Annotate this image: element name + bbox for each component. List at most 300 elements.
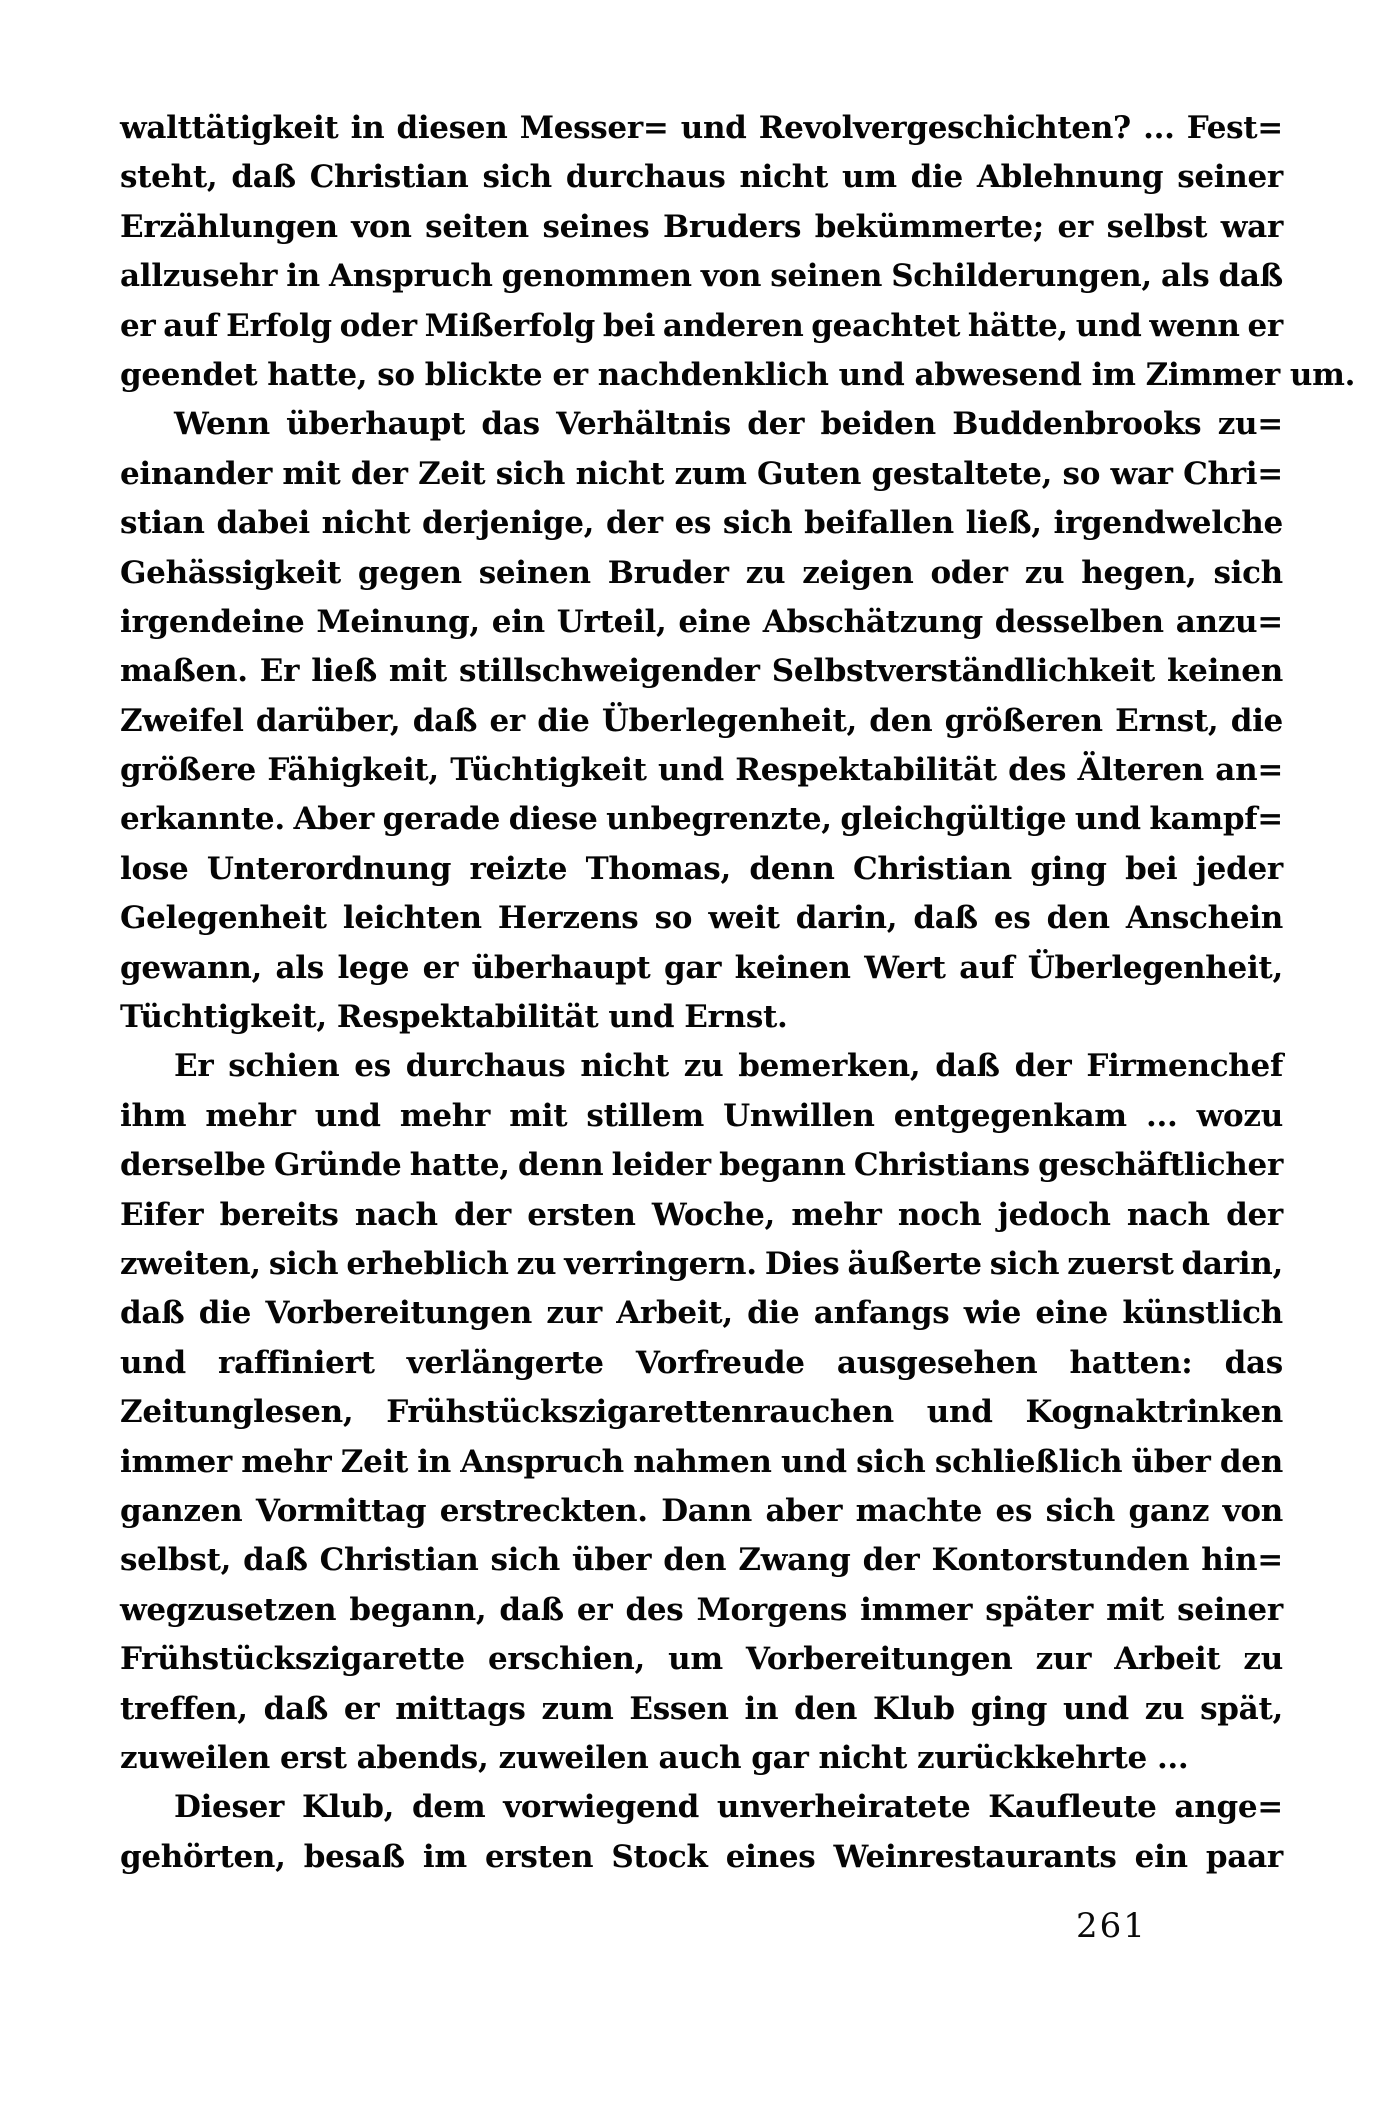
word: denn bbox=[749, 850, 835, 887]
word: zum bbox=[541, 1690, 614, 1727]
word: er bbox=[120, 307, 156, 344]
word: reizte bbox=[469, 850, 568, 887]
text-line bbox=[120, 1783, 1283, 1832]
word: mittags bbox=[395, 1690, 526, 1727]
word: Buddenbrooks bbox=[952, 406, 1202, 443]
word: Christian bbox=[319, 1542, 479, 1579]
text-line bbox=[120, 302, 1283, 351]
word: Unwillen bbox=[723, 1097, 875, 1134]
word: gleichgültige bbox=[840, 801, 1067, 838]
word: keinen bbox=[1166, 653, 1283, 690]
word: Dieser bbox=[174, 1789, 285, 1826]
text-line bbox=[120, 647, 1283, 696]
word: mit bbox=[1106, 1591, 1165, 1628]
word: war bbox=[1110, 455, 1173, 492]
word: ange= bbox=[1174, 1789, 1283, 1826]
word: der bbox=[1226, 1196, 1283, 1233]
word: ein bbox=[1134, 1838, 1188, 1875]
word: zu bbox=[1243, 1641, 1283, 1678]
word: seiten bbox=[425, 208, 529, 245]
word: das bbox=[1224, 1344, 1283, 1381]
word: Gehässigkeit bbox=[120, 554, 341, 591]
word: abends, bbox=[356, 1739, 489, 1776]
text-line bbox=[120, 1833, 1283, 1882]
word: ganzen bbox=[120, 1492, 243, 1529]
word: Kaufleute bbox=[988, 1789, 1157, 1826]
word: Anspruch bbox=[460, 1443, 624, 1480]
word: daß bbox=[243, 1542, 308, 1579]
text-line bbox=[120, 153, 1283, 202]
word: Selbstverständlichkeit bbox=[771, 653, 1155, 690]
word: seiner bbox=[1177, 1591, 1283, 1628]
word: kampf= bbox=[1149, 801, 1283, 838]
word: und bbox=[314, 1097, 381, 1134]
word: gestaltete, bbox=[871, 455, 1053, 492]
text-line bbox=[120, 1635, 1283, 1684]
word: so bbox=[654, 900, 693, 937]
word: überhaupt bbox=[286, 406, 466, 443]
word: nicht bbox=[739, 159, 828, 196]
word: dabei bbox=[216, 505, 310, 542]
word: später bbox=[985, 1591, 1093, 1628]
word: Bruder bbox=[607, 554, 729, 591]
page-text bbox=[120, 104, 1356, 1882]
word: zweiten, bbox=[120, 1245, 261, 1282]
word: seines bbox=[542, 208, 650, 245]
word: der bbox=[350, 455, 408, 492]
word: im bbox=[1091, 356, 1136, 393]
word: vorwiegend bbox=[503, 1789, 700, 1826]
word: es bbox=[354, 1048, 391, 1085]
word: ließ bbox=[311, 653, 377, 690]
word: darüber, bbox=[255, 702, 401, 739]
word: ... bbox=[1145, 1097, 1178, 1134]
word: denn bbox=[518, 1147, 604, 1184]
word: beiden bbox=[820, 406, 936, 443]
word: begann bbox=[719, 1147, 846, 1184]
word: immer bbox=[860, 1591, 973, 1628]
word: er bbox=[422, 949, 459, 986]
word: irgendwelche bbox=[1053, 505, 1283, 542]
word: Ablehnung bbox=[976, 159, 1164, 196]
word: und bbox=[608, 999, 675, 1036]
word: zuerst bbox=[1067, 1245, 1174, 1282]
word: Christian bbox=[309, 159, 469, 196]
word: zu bbox=[745, 554, 786, 591]
word: stillem bbox=[586, 1097, 704, 1134]
word: Verhältnis bbox=[556, 406, 731, 443]
word: nicht bbox=[580, 1048, 669, 1085]
word: hatten: bbox=[1069, 1344, 1193, 1381]
word: diesen bbox=[396, 110, 508, 146]
word: und bbox=[780, 1443, 847, 1480]
text-line bbox=[120, 1191, 1283, 1240]
word: Essen bbox=[629, 1690, 729, 1727]
word: Arbeit, bbox=[616, 1295, 733, 1332]
word: Unterordnung bbox=[206, 850, 452, 887]
word: Klub, bbox=[301, 1789, 395, 1826]
word: geschäftlicher bbox=[1038, 1147, 1283, 1184]
word: Gelegenheit bbox=[120, 900, 327, 937]
word: im bbox=[422, 1838, 467, 1875]
text-line bbox=[120, 252, 1283, 301]
word: seiner bbox=[1177, 159, 1283, 196]
word: sich bbox=[1045, 1492, 1116, 1529]
word: den bbox=[1219, 1443, 1283, 1480]
word: Aber bbox=[293, 801, 375, 838]
word: Christians bbox=[853, 1147, 1030, 1184]
word: sich bbox=[722, 505, 793, 542]
word: und bbox=[926, 1394, 993, 1431]
word: erheblich bbox=[346, 1245, 509, 1282]
word: auf bbox=[959, 949, 1015, 986]
word: treffen, bbox=[120, 1690, 248, 1727]
word: das bbox=[481, 406, 540, 443]
word: sich bbox=[268, 1245, 339, 1282]
text-line bbox=[120, 351, 1356, 400]
word: nicht bbox=[321, 505, 411, 542]
word: durchaus bbox=[565, 159, 726, 196]
word: nachdenklich bbox=[597, 356, 829, 393]
word: zu bbox=[1144, 1690, 1185, 1727]
word: walttätigkeit bbox=[120, 110, 339, 146]
word: wenn bbox=[1149, 307, 1240, 344]
word: irgendeine bbox=[120, 603, 305, 640]
word: steht, bbox=[120, 159, 218, 196]
word: an= bbox=[1215, 752, 1283, 789]
word: diese bbox=[508, 801, 598, 838]
word: Christian bbox=[853, 850, 1012, 887]
word: Thomas, bbox=[585, 850, 731, 887]
word: mehr bbox=[399, 1097, 491, 1134]
word: die bbox=[747, 1295, 800, 1332]
word: erschien, bbox=[487, 1641, 645, 1678]
word: gehörten, bbox=[120, 1838, 286, 1875]
word: Zimmer bbox=[1145, 356, 1280, 393]
word: Weinrestaurants bbox=[833, 1838, 1117, 1875]
word: größeren bbox=[944, 702, 1103, 739]
word: zur bbox=[546, 1295, 602, 1332]
word: den bbox=[869, 702, 933, 739]
paragraph bbox=[120, 1783, 1283, 1882]
word: eine bbox=[678, 603, 751, 640]
word: um bbox=[841, 159, 897, 196]
text-line bbox=[120, 104, 1283, 153]
word: um. bbox=[1289, 356, 1356, 393]
text-line bbox=[120, 795, 1283, 844]
word: überhaupt bbox=[471, 949, 651, 986]
word: den bbox=[1046, 900, 1110, 937]
word: zuweilen bbox=[120, 1739, 270, 1776]
text-line bbox=[120, 894, 1283, 943]
word: seinen bbox=[478, 554, 591, 591]
word: mit bbox=[388, 653, 447, 690]
word: ... bbox=[1156, 1739, 1189, 1776]
word: selbst, bbox=[120, 1542, 232, 1579]
word: und bbox=[120, 1344, 186, 1381]
word: Revolvergeschichten? bbox=[758, 110, 1131, 146]
word: künstlich bbox=[1122, 1295, 1283, 1332]
word: unbegrenzte, bbox=[606, 801, 832, 838]
word: in bbox=[350, 110, 385, 146]
text-line bbox=[120, 1289, 1283, 1338]
word: Zeitunglesen, bbox=[120, 1394, 354, 1431]
word: und bbox=[838, 356, 905, 393]
word: oder bbox=[930, 554, 1008, 591]
word: zu bbox=[683, 1048, 724, 1085]
text-line bbox=[120, 1042, 1283, 1091]
word: er bbox=[576, 1591, 613, 1628]
word: Vorbereitungen bbox=[265, 1295, 532, 1332]
word: ersten bbox=[527, 1196, 636, 1233]
word: Herzens bbox=[497, 900, 639, 937]
word: beifallen bbox=[804, 505, 954, 542]
word: machte bbox=[855, 1492, 983, 1529]
word: die bbox=[1230, 702, 1283, 739]
word: von bbox=[351, 208, 412, 245]
word: sich bbox=[856, 1443, 926, 1480]
word: gewann, bbox=[120, 949, 262, 986]
word: der bbox=[1014, 1048, 1072, 1085]
word: mit bbox=[282, 455, 341, 492]
word: blickte bbox=[424, 356, 543, 393]
word: hin= bbox=[1201, 1542, 1283, 1579]
word: Gründe bbox=[273, 1147, 402, 1184]
word: leichten bbox=[342, 900, 482, 937]
word: hätte, bbox=[967, 307, 1068, 344]
word: sich bbox=[989, 1245, 1060, 1282]
word: derselbe bbox=[120, 1147, 266, 1184]
word: ein bbox=[491, 603, 545, 640]
word: genommen bbox=[501, 258, 692, 295]
text-line bbox=[120, 203, 1283, 252]
word: gerade bbox=[382, 801, 501, 838]
word: ihm bbox=[120, 1097, 187, 1134]
word: daß bbox=[120, 1295, 185, 1332]
word: mehr bbox=[205, 1097, 296, 1134]
word: Messer= bbox=[519, 110, 669, 146]
word: Woche, bbox=[651, 1196, 775, 1233]
word: Vormittag bbox=[255, 1492, 427, 1529]
word: Meinung, bbox=[316, 603, 480, 640]
word: zu= bbox=[1217, 406, 1283, 443]
word: nicht bbox=[575, 455, 665, 492]
word: Zwang bbox=[738, 1542, 851, 1579]
word: gar bbox=[663, 949, 722, 986]
word: darin, bbox=[795, 900, 898, 937]
word: mehr bbox=[241, 1443, 332, 1480]
word: sich bbox=[495, 455, 566, 492]
word: erst bbox=[279, 1739, 347, 1776]
text-line bbox=[120, 1092, 1283, 1141]
word: verringern. bbox=[564, 1245, 757, 1282]
word: Fest= bbox=[1186, 110, 1283, 146]
page-number: 261 bbox=[1076, 1906, 1147, 1946]
word: paar bbox=[1205, 1838, 1283, 1875]
word: Respektabilität bbox=[735, 752, 997, 789]
word: daß bbox=[935, 1048, 1000, 1085]
word: dem bbox=[412, 1789, 486, 1826]
word: Anschein bbox=[1125, 900, 1283, 937]
word: weit bbox=[708, 900, 780, 937]
word: sich bbox=[490, 1542, 560, 1579]
word: nahmen bbox=[633, 1443, 772, 1480]
word: er bbox=[489, 702, 525, 739]
word: daß bbox=[499, 1591, 564, 1628]
word: Anspruch bbox=[328, 258, 493, 295]
word: als bbox=[275, 949, 324, 986]
word: er bbox=[1057, 208, 1093, 245]
word: um bbox=[668, 1641, 723, 1678]
word: als bbox=[1160, 258, 1210, 295]
word: und bbox=[658, 752, 724, 789]
word: die bbox=[910, 159, 963, 196]
word: daß bbox=[231, 159, 296, 196]
word: von bbox=[700, 258, 762, 295]
word: auch bbox=[658, 1739, 742, 1776]
word: maßen. bbox=[120, 653, 248, 690]
word: hatte, bbox=[267, 356, 368, 393]
word: ... bbox=[1143, 110, 1175, 146]
word: Schilderungen, bbox=[891, 258, 1152, 295]
word: größere bbox=[120, 752, 256, 789]
text-line bbox=[120, 400, 1283, 449]
text-line bbox=[120, 1685, 1283, 1734]
word: schien bbox=[228, 1048, 340, 1085]
word: es bbox=[993, 900, 1031, 937]
word: Eifer bbox=[120, 1196, 204, 1233]
word: Vorfreude bbox=[635, 1344, 805, 1381]
word: jedoch bbox=[997, 1196, 1111, 1233]
word: Überlegenheit, bbox=[601, 702, 857, 739]
word: erkannte. bbox=[120, 801, 285, 838]
text-line bbox=[120, 450, 1283, 499]
word: geendet bbox=[120, 356, 258, 393]
word: nach bbox=[354, 1196, 438, 1233]
word: gar bbox=[751, 1739, 809, 1776]
word: es bbox=[674, 505, 712, 542]
word: unverheiratete bbox=[716, 1789, 971, 1826]
word: Wenn bbox=[174, 406, 270, 443]
word: mehr bbox=[791, 1196, 882, 1233]
word: ausgesehen bbox=[836, 1344, 1038, 1381]
word: entgegenkam bbox=[893, 1097, 1127, 1134]
word: Ernst, bbox=[1115, 702, 1219, 739]
word: so bbox=[1062, 455, 1101, 492]
word: verlängerte bbox=[406, 1344, 604, 1381]
word: erstreckten. bbox=[439, 1492, 648, 1529]
word: begann, bbox=[349, 1591, 487, 1628]
word: zu bbox=[1024, 554, 1065, 591]
word: daß bbox=[913, 900, 978, 937]
word: Stock bbox=[611, 1838, 708, 1875]
word: der bbox=[605, 505, 663, 542]
word: Respektabilität bbox=[336, 999, 599, 1036]
word: sich bbox=[1213, 554, 1283, 591]
word: des bbox=[625, 1591, 684, 1628]
word: zuweilen bbox=[498, 1739, 649, 1776]
word: schließlich bbox=[934, 1443, 1123, 1480]
paragraph bbox=[120, 1042, 1283, 1783]
word: Chri= bbox=[1183, 455, 1283, 492]
word: Vorbereitungen bbox=[745, 1641, 1013, 1678]
word: die bbox=[198, 1295, 252, 1332]
word: des bbox=[1008, 752, 1067, 789]
word: es bbox=[995, 1492, 1033, 1529]
word: ersten bbox=[484, 1838, 594, 1875]
word: Zweifel bbox=[120, 702, 244, 739]
word: eines bbox=[725, 1838, 816, 1875]
word: wozu bbox=[1196, 1097, 1283, 1134]
word: bekümmerte; bbox=[814, 208, 1044, 245]
word: Guten bbox=[757, 455, 862, 492]
word: hegen, bbox=[1081, 554, 1197, 591]
word: raffiniert bbox=[218, 1344, 375, 1381]
text-line bbox=[120, 499, 1283, 548]
text-line bbox=[120, 1536, 1283, 1585]
word: Wert bbox=[864, 949, 946, 986]
word: ging bbox=[1030, 850, 1107, 887]
word: sich bbox=[482, 159, 552, 196]
word: Kontorstunden bbox=[931, 1542, 1190, 1579]
word: lege bbox=[337, 949, 410, 986]
word: stian bbox=[120, 505, 205, 542]
word: Zeit bbox=[418, 455, 486, 492]
word: der bbox=[454, 1196, 511, 1233]
word: durchaus bbox=[405, 1048, 566, 1085]
word: hatte, bbox=[409, 1147, 510, 1184]
word: Morgens bbox=[696, 1591, 848, 1628]
word: gegen bbox=[357, 554, 462, 591]
text-line bbox=[120, 697, 1283, 746]
word: spät, bbox=[1200, 1690, 1283, 1727]
word: daß bbox=[1218, 258, 1283, 295]
word: eine bbox=[1035, 1295, 1108, 1332]
word: mit bbox=[509, 1097, 568, 1134]
text-line bbox=[120, 1141, 1283, 1190]
word: stillschweigender bbox=[458, 653, 760, 690]
word: oder bbox=[339, 307, 417, 344]
word: bei bbox=[1125, 850, 1178, 887]
word: die bbox=[537, 702, 590, 739]
word: darin, bbox=[1181, 1245, 1283, 1282]
word: in bbox=[417, 1443, 451, 1480]
word: leider bbox=[611, 1147, 711, 1184]
word: daß bbox=[263, 1690, 328, 1727]
word: bei bbox=[602, 307, 656, 344]
word: desselben bbox=[994, 603, 1164, 640]
word: einander bbox=[120, 455, 272, 492]
word: Abschätzung bbox=[762, 603, 983, 640]
word: und bbox=[680, 110, 747, 146]
text-line bbox=[120, 1388, 1283, 1437]
word: wegzusetzen bbox=[120, 1591, 337, 1628]
word: er bbox=[343, 1690, 380, 1727]
word: aber bbox=[765, 1492, 843, 1529]
word: Tüchtigkeit bbox=[450, 752, 647, 789]
text-line bbox=[120, 845, 1283, 894]
word: immer bbox=[120, 1443, 232, 1480]
word: zum bbox=[674, 455, 747, 492]
word: Erzählungen bbox=[120, 208, 338, 245]
word: allzusehr bbox=[120, 258, 278, 295]
word: den bbox=[663, 1542, 727, 1579]
text-line bbox=[120, 1734, 1283, 1783]
word: Ernst. bbox=[684, 999, 788, 1036]
word: und bbox=[1063, 1690, 1129, 1727]
word: Frühstückszigarette bbox=[120, 1641, 465, 1678]
word: jeder bbox=[1195, 850, 1283, 887]
